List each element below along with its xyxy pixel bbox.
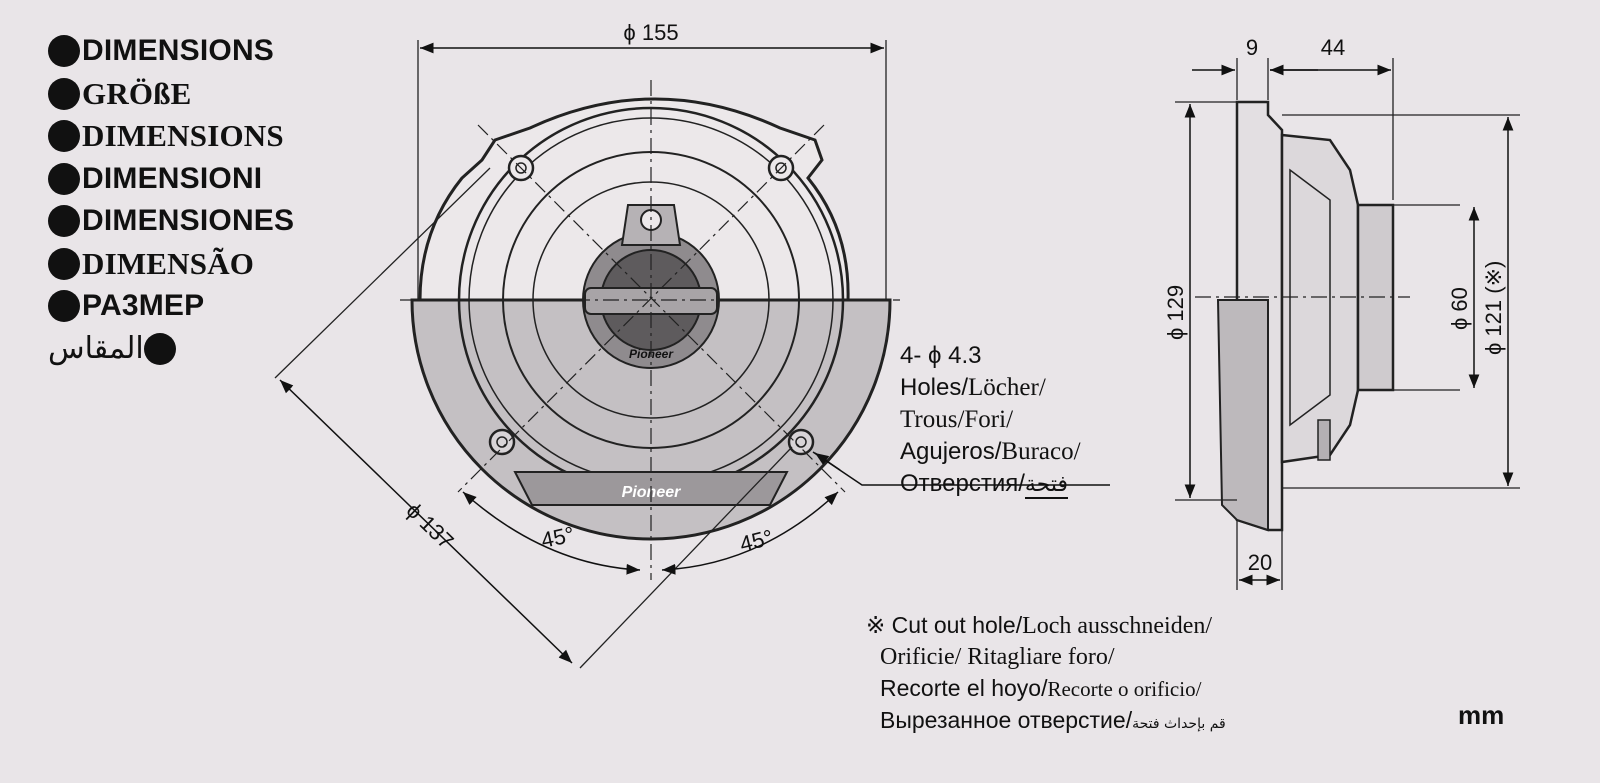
cutout-line1-a: Cut out hole/ [891,612,1023,638]
angle-right-label: 45° [737,524,776,557]
reference-mark-icon: ※ [866,612,886,638]
holes-line3 [900,436,1081,468]
cutout-line3-a: Recorte el hoyo/ [880,675,1048,701]
holes-line1-a: Holes/ [900,374,969,401]
angle-left-label: 45° [538,521,577,553]
magnet-diameter-label: ϕ 60 [1447,287,1472,330]
height-label: ϕ 129 [1163,284,1188,340]
bolt-circle-label: ϕ 137 [401,497,459,554]
side-lower-half [1218,300,1268,530]
brand-center-text: Pioneer [628,347,674,361]
heading-text: DIMENSIONS [82,118,284,154]
side-terminal [1318,420,1330,460]
flange-thickness-label: 9 [1245,35,1259,60]
heading-text: DIMENSÃO [82,245,255,281]
brand-bottom-text: Pioneer [621,484,681,501]
cutout-line4-b: قم بإحداث فتحة [1132,716,1226,732]
cutout-note [866,610,1226,740]
side-basket [1282,135,1358,462]
cutout-line3-b: Recorte o orificio/ [1047,677,1202,701]
cutout-line1 [866,610,1226,642]
heading-text: PA3MEP [82,289,205,323]
outer-diameter-label: ϕ 155 [623,20,679,45]
holes-line4-a: Отверстия/ [900,470,1025,497]
holes-line1-b: Löcher/ [968,374,1046,401]
unit-label: mm [1458,700,1505,730]
holes-note [900,340,1081,501]
depth-label: 44 [1320,35,1346,60]
side-view [1163,35,1520,590]
holes-line3-b: Buraco/ [1001,438,1081,465]
heading-text: DIMENSIONES [82,204,295,238]
mount-hole-bl [490,430,514,454]
holes-count-size: 4- ϕ 4.3 [900,342,982,369]
cutout-line2: Orificie/ Ritagliare foro/ [880,644,1115,670]
heading-text: DIMENSIONI [82,161,263,195]
heading-text: DIMENSIONS [82,34,275,68]
holes-line2: Trous/Fori/ [900,406,1014,433]
mount-hole-br [789,430,813,454]
holes-line4-b: فتحة [1024,472,1069,497]
cutout-line1-b: Loch ausschneiden/ [1022,613,1213,639]
heading-text: GRÖßE [82,75,192,111]
mount-depth-label: 20 [1247,550,1273,575]
cutout-line4-a: Вырезанное отверстие/ [880,707,1133,733]
holes-line1 [900,372,1081,404]
heading-text: المقاس [48,331,144,367]
holes-line3-a: Agujeros/ [900,438,1002,465]
cutout-diameter-label: ϕ 121 (※) [1481,260,1506,355]
cutout-line4 [866,705,1226,740]
holes-line4 [900,468,1081,501]
cutout-line3 [866,673,1226,705]
